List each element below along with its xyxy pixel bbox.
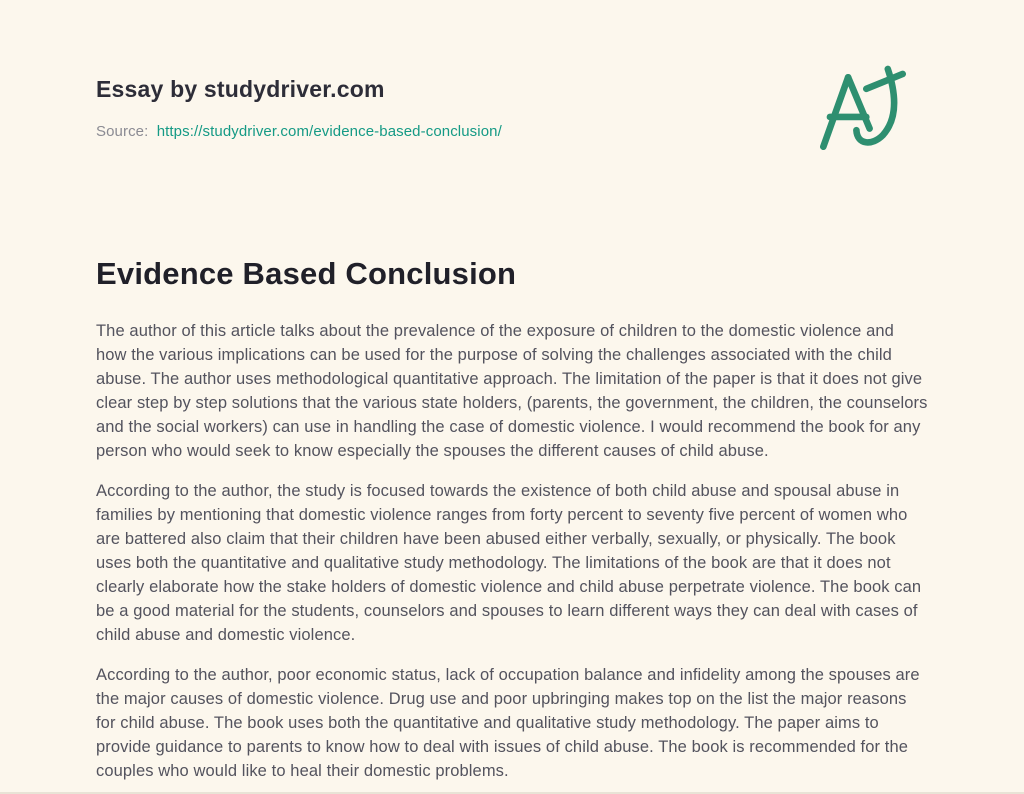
article-title: Evidence Based Conclusion [96,256,517,291]
header-text-block [96,64,502,140]
article-paragraph-2: According to the author, the study is focused towards the existence of both child abuse and spousal abuse in families by mentioning that domestic violence ranges from forty percent to seventy five percent of women who are battered also claim that their children have been abused either verbally, sexually, or physically. The book uses both the quantitative and qualitative study methodology. The limitations of the book are that it does not clearly elaborate how the stake holders of domestic violence and child abuse perpetrate violence. The book can be a good material for the students, counselors and spouses to learn different ways they can deal with cases of child abuse and domestic violence. [96,482,922,644]
logo-t-crossbar [866,74,902,89]
article-paragraph-1: The author of this article talks about the prevalence of the exposure of children to the domestic violence and how the various implications can be used for the purpose of solving the challenges associated with the child abuse. The author uses methodological quantitative approach. The limitation of the paper is that it does not give clear step by step solutions that the various state holders, (parents, the government, the children, the counselors and the social workers) can use in handling the case of domestic violence. I would recommend the book for any person who would seek to know especially the spouses the different causes of child abuse. [96,322,928,460]
studydriver-logo-icon [820,64,906,160]
page-header [96,64,928,160]
logo-a-right-stroke [848,77,870,128]
article-body [96,319,928,783]
source-line [96,123,502,140]
source-label: Source: [96,123,149,140]
essay-by-title: Essay by studydriver.com [96,76,385,102]
article-paragraph-3: According to the author, poor economic status, lack of occupation balance and infidelity among the spouses are the major causes of domestic violence. Drug use and poor upbringing makes top on the list the major reasons for child abuse. The book uses both the quantitative and qualitative study methodology. The paper aims to provide guidance to parents to know how to deal with issues of child abuse. The book is recommended for the couples who would like to heal their domestic problems. [96,666,920,780]
logo-a-left-stroke [823,77,848,146]
studydriver-logo [820,64,906,160]
source-link[interactable]: https://studydriver.com/evidence-based-conclusion/ [156,123,502,140]
